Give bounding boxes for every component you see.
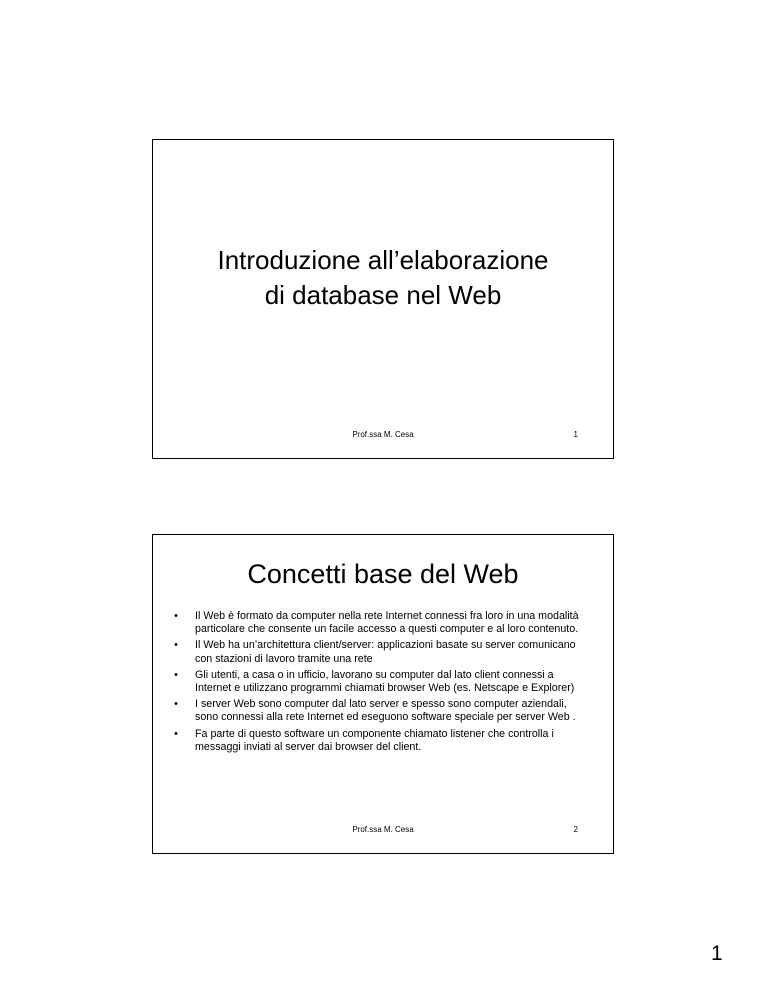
slide-1-number: 1 bbox=[573, 430, 578, 439]
bullet-text: I server Web sono computer dal lato server e spesso sono computer aziendali, sono connessi alla rete Internet ed eseguono software speciale per server Web . bbox=[195, 698, 576, 724]
bullet-item bbox=[171, 698, 591, 724]
sheet-page-number: 1 bbox=[711, 942, 723, 965]
bullet-text: Fa parte di questo software un componente chiamato listener che controlla i messaggi inviati al server dai browser del client. bbox=[195, 727, 554, 753]
slide-1-title-line-1: Introduzione all’elaborazione bbox=[217, 245, 549, 275]
bullet-item bbox=[171, 610, 591, 636]
bullet-dot-icon: • bbox=[174, 698, 178, 711]
slide-2-bullet-list bbox=[171, 610, 591, 757]
bullet-text: Il Web è formato da computer nella rete Internet connessi fra loro in una modalità particolare che consente un facile accesso a questi computer e al loro contenuto. bbox=[195, 610, 579, 636]
slide-2-footer: Prof.ssa M. Cesa bbox=[352, 825, 414, 834]
slide-1-footer: Prof.ssa M. Cesa bbox=[352, 430, 414, 439]
bullet-item bbox=[171, 639, 591, 665]
slide-2 bbox=[152, 534, 614, 854]
bullet-text: Gli utenti, a casa o in ufficio, lavorano su computer dal lato client connessi a Internet e utilizzano programmi chiamati browser Web (es. Netscape e Explorer) bbox=[195, 668, 575, 695]
slide-1-title bbox=[153, 243, 613, 313]
slide-2-title: Concetti base del Web bbox=[247, 559, 519, 589]
bullet-dot-icon: • bbox=[174, 727, 178, 740]
bullet-dot-icon: • bbox=[174, 610, 178, 622]
slide-1-title-line-2: di database nel Web bbox=[264, 280, 502, 310]
bullet-item bbox=[171, 728, 591, 754]
bullet-item bbox=[171, 669, 591, 695]
slide-2-number: 2 bbox=[573, 825, 578, 834]
slide-1 bbox=[152, 139, 614, 459]
bullet-dot-icon: • bbox=[174, 639, 178, 652]
bullet-dot-icon: • bbox=[174, 668, 178, 681]
bullet-text: Il Web ha un’architettura client/server: applicazioni basate su server comunicano con stazioni di lavoro tramite una rete bbox=[195, 639, 576, 665]
